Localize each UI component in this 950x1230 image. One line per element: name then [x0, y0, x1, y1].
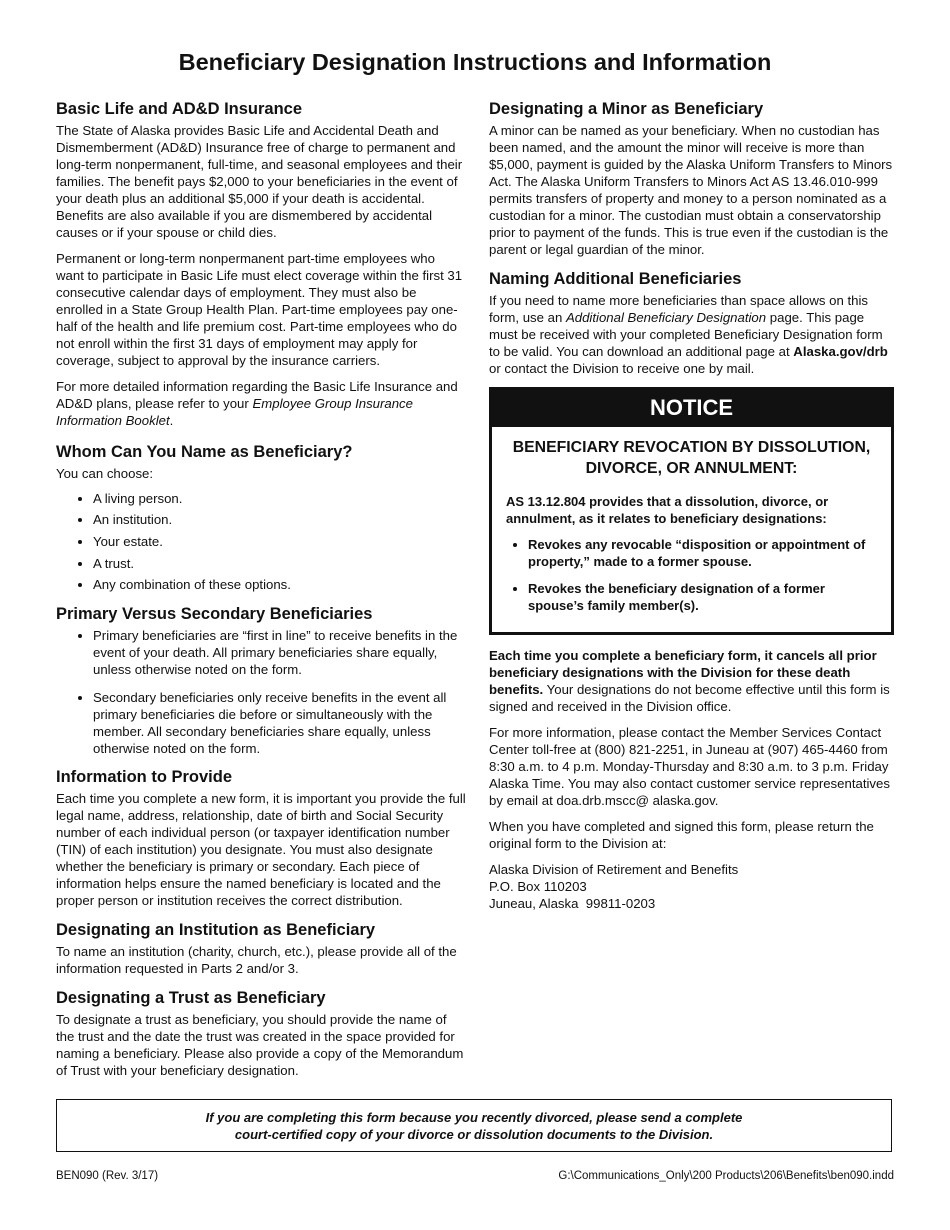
return-paragraph: When you have completed and signed this form, please return the original form to the Division at: [489, 818, 874, 851]
list-item: • Any combination of these options. [93, 576, 466, 593]
drb-website-link[interactable]: Alaska.gov/drb [793, 343, 888, 359]
right-column [489, 100, 894, 912]
cancel-rest-text: Your designations do not become effective until this form is signed and received in the Division office. [489, 681, 890, 714]
divorce-notice-line-1: If you are completing this form because you recently divorced, please send a complete [205, 1109, 743, 1125]
address-line: Alaska Division of Retirement and Benefits [489, 861, 739, 877]
basic-life-p3-start: For more detailed information regarding the Basic Life Insurance and AD&D plans, please refer to your [56, 378, 458, 411]
trust-paragraph: To designate a trust as beneficiary, you should provide the name of the trust and the date the trust was created in the space provided for naming a beneficiary. Please also provide a copy of the Memorandum of Trust with your beneficiary designation. [56, 1011, 464, 1078]
section-primary-secondary [56, 605, 466, 757]
cancel-bold-text: Each time you complete a beneficiary form, it cancels all prior beneficiary designations with the Division for these death benefits. [489, 647, 877, 697]
list-item: • An institution. [93, 511, 466, 528]
whom-options-list [56, 490, 466, 594]
cancel-paragraph [489, 647, 894, 715]
notice-box [489, 387, 894, 635]
section-trust [56, 989, 466, 1079]
list-item: • Revokes the beneficiary designation of a former spouse’s family member(s). [528, 580, 877, 614]
address-line: P.O. Box 110203 [489, 878, 587, 894]
whom-intro: You can choose: [56, 465, 154, 481]
notice-label: NOTICE [492, 390, 891, 427]
section-whom [56, 443, 466, 594]
institution-paragraph: To name an institution (charity, church, etc.), please provide all of the information requested in Parts 2 and/or 3. [56, 943, 457, 976]
whom-heading: Whom Can You Name as Beneficiary? [56, 442, 353, 461]
section-info-provide [56, 768, 466, 909]
basic-life-paragraph-3 [56, 378, 466, 429]
address-line: Juneau, Alaska 99811-0203 [489, 895, 656, 911]
contact-paragraph: For more information, please contact the Member Services Contact Center toll-free at (800) 821-2251, in Juneau at (907) 465-4460 from 8:30 a.m. to 4 p.m. Monday-Thursday and 8:30 a.m. to 3 p.m. Friday Alaska Time. You may also contact customer service representatives by email at doa.drb.mscc@ alaska.gov. [489, 724, 890, 808]
additional-p-end: or contact the Division to receive one by mail. [489, 360, 755, 376]
notice-intro: AS 13.12.804 provides that a dissolution, divorce, or annulment, as it relates to beneficiary designations: [506, 493, 829, 526]
booklet-title: Employee Group Insurance Information Booklet [56, 395, 413, 428]
trust-heading: Designating a Trust as Beneficiary [56, 988, 326, 1007]
minor-paragraph: A minor can be named as your beneficiary. When no custodian has been named, and the amount the minor will receive is more than $5,000, payment is guided by the Alaska Uniform Transfers to Minors Act. The Alaska Uniform Transfers to Minors Act AS 13.46.010-999 permits transfers of property and money to a person nominated as a custodian for a minor. The custodian must obtain a conservatorship prior to payment of the funds. This is true even if the custodian is the parent or legal guardian of the minor. [489, 122, 893, 257]
minor-heading: Designating a Minor as Beneficiary [489, 100, 764, 118]
notice-list [506, 536, 877, 614]
section-additional [489, 270, 894, 377]
additional-heading: Naming Additional Beneficiaries [489, 269, 742, 288]
section-institution [56, 921, 466, 977]
section-basic-life [56, 100, 466, 429]
additional-p-mid: page. This page must be received with your completed Beneficiary Designation form to be valid. You can download an additional page at [489, 309, 883, 359]
divorce-notice-text [206, 1109, 743, 1143]
list-item: • Secondary beneficiaries only receive benefits in the event all primary beneficiaries die before or simultaneously with the member. All secondary beneficiaries share equally, unless otherwise noted on the form. [93, 689, 466, 757]
mailing-address [489, 861, 894, 912]
list-item: • Primary beneficiaries are “first in line” to receive benefits in the event of your death. All primary beneficiaries share equally, unless otherwise noted on the form. [93, 627, 466, 678]
info-provide-paragraph: Each time you complete a new form, it is important you provide the full legal name, address, relationship, date of birth and Social Security number of each individual person (or taxpayer identification number (TIN) of each institution) you designate. You must also designate whether the beneficiary is primary or secondary. Each piece of information helps ensure the named beneficiary is located and the proper person or institution receives the correct distribution. [56, 790, 466, 908]
page-title: Beneficiary Designation Instructions and Information [178, 49, 772, 75]
additional-p-start: If you need to name more beneficiaries than space allows on this form, use an [489, 292, 868, 325]
primary-secondary-heading: Primary Versus Secondary Beneficiaries [56, 605, 373, 624]
list-item: • A living person. [93, 490, 466, 507]
institution-heading: Designating an Institution as Beneficiary [56, 920, 376, 939]
basic-life-p3-end: . [169, 412, 174, 428]
additional-paragraph [489, 292, 894, 377]
file-path: G:\Communications_Only\200 Products\206\Benefits\ben090.indd [558, 1170, 894, 1182]
basic-life-paragraph-2: Permanent or long-term nonpermanent part-time employees who want to participate in Basic Life must elect coverage within the first 31 consecutive calendar days of employment. They must also be enrolled in a State Group Health Plan. Part-time employees pay one-half of the health and life premium cost. Part-time employees who do not enroll within the first 31 days of employment may apply for coverage, subject to approval by the insurance carriers. [56, 250, 463, 368]
additional-form-name: Additional Beneficiary Designation [565, 309, 767, 325]
notice-title: BENEFICIARY REVOCATION BY DISSOLUTION, DIVORCE, OR ANNULMENT: [512, 438, 871, 477]
info-provide-heading: Information to Provide [56, 768, 233, 787]
primary-secondary-list [56, 627, 466, 757]
list-item: • A trust. [93, 555, 466, 572]
divorce-notice-box [56, 1099, 892, 1152]
section-minor [489, 100, 894, 258]
list-item: • Revokes any revocable “disposition or appointment of property,” made to a former spouse. [528, 536, 877, 570]
divorce-notice-line-2: court-certified copy of your divorce or dissolution documents to the Division. [234, 1126, 714, 1142]
form-id: BEN090 (Rev. 3/17) [56, 1170, 159, 1182]
basic-life-paragraph-1: The State of Alaska provides Basic Life and Accidental Death and Dismemberment (AD&D) Insurance free of charge to permanent and long-term nonpermanent, full-time, and seasonal employees and their families. The benefit pays $2,000 to your beneficiaries in the event of your death plus an additional $5,000 if your death is accidental. Benefits are also available if you are dismembered by accidental causes or if your spouse or child dies. [56, 122, 463, 240]
basic-life-heading: Basic Life and AD&D Insurance [56, 100, 303, 118]
notice-body [492, 427, 891, 632]
list-item: • Your estate. [93, 533, 466, 550]
left-column [56, 100, 466, 1089]
